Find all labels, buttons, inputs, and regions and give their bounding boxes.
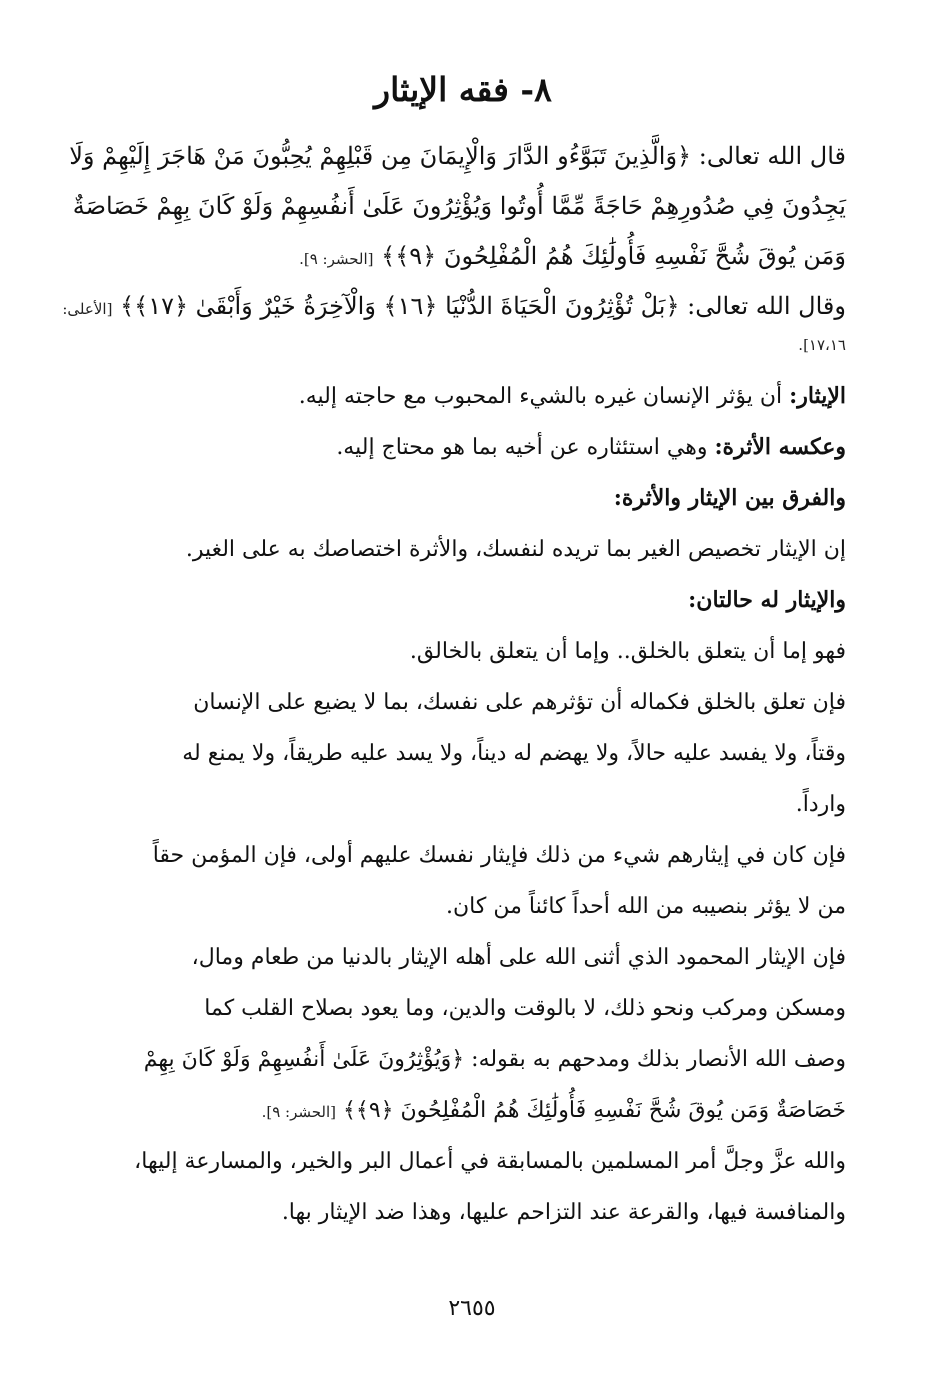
verse-reference: [الحشر: ٩]. <box>299 250 374 268</box>
verse-reference: [الأعلى: <box>62 300 113 318</box>
verse-block-2 <box>62 281 846 359</box>
spacer <box>80 359 846 371</box>
paragraph-praised <box>80 932 846 1136</box>
verse-text: خَصَاصَةٌ وَمَن يُوقَ شُحَّ نَفْسِهِ فَأُولَٰئِكَ هُمُ الْمُفْلِحُونَ ﴿٩﴾﴾ <box>343 1098 846 1123</box>
text-line: فإن الإيثار المحمود الذي أثنى الله على أهله الإيثار بالدنيا من طعام ومال، <box>191 945 846 970</box>
verse-line <box>69 131 846 181</box>
verse-intro: وقال الله تعالى: <box>687 292 846 320</box>
verse-reference: [الحشر: ٩]. <box>261 1103 337 1121</box>
definition-text: وهي استئثاره عن أخيه بما هو محتاج إليه. <box>336 435 715 460</box>
verse-intro: قال الله تعالى: <box>698 142 846 170</box>
states-text: فهو إما أن يتعلق بالخلق.. وإما أن يتعلق بالخالق. <box>409 639 846 664</box>
verse-line <box>62 281 846 331</box>
text-line: والله عزَّ وجلَّ أمر المسلمين بالمسابقة في أعمال البر والخير، والمسارعة إليها، <box>134 1149 846 1174</box>
heading-states: والإيثار له حالتان: <box>688 587 846 613</box>
paragraph-creation <box>80 677 846 830</box>
heading-difference: والفرق بين الإيثار والأثرة: <box>613 485 846 511</box>
verse-text: ﴿بَلْ تُؤْثِرُونَ الْحَيَاةَ الدُّنْيَا ﴿١٦﴾ وَالْآخِرَةُ خَيْرٌ وَأَبْقَىٰ ﴿١٧﴾﴾ <box>120 292 680 320</box>
verse-reference-continued <box>80 331 846 359</box>
text-line: فإن تعلق بالخلق فكماله أن تؤثرهم على نفسك، بما لا يضيع على الإنسان <box>193 690 846 715</box>
paragraph-believer <box>80 830 846 932</box>
text-line: ومسكن ومركب ونحو ذلك، لا بالوقت والدين، وما يعود بصلاح القلب كما <box>204 996 846 1021</box>
definition-athara <box>80 422 846 473</box>
definition-ithar <box>80 371 846 422</box>
definition-term: الإيثار: <box>789 383 846 409</box>
verse-block-1 <box>69 131 846 281</box>
difference-text: إن الإيثار تخصيص الغير بما تريده لنفسك، والأثرة اختصاصك به على الغير. <box>185 537 846 562</box>
text-line: وصف الله الأنصار بذلك ومدحهم به بقوله: ﴿وَيُؤْثِرُونَ عَلَىٰ أَنفُسِهِمْ وَلَوْ كَانَ بِهِمْ <box>143 1047 846 1072</box>
page-title: ٨- فقه الإيثار <box>374 70 552 109</box>
paragraph-final <box>80 1136 846 1238</box>
verse-text: ﴿وَالَّذِينَ تَبَوَّءُو الدَّارَ وَالْإِيمَانَ مِن قَبْلِهِمْ يُحِبُّونَ مَنْ هَاجَرَ إِلَيْهِمْ وَلَا <box>69 142 692 170</box>
verse-text: وَمَن يُوقَ شُحَّ نَفْسِهِ فَأُولَٰئِكَ هُمُ الْمُفْلِحُونَ ﴿٩﴾﴾ <box>381 242 846 270</box>
verse-reference: ١٧،١٦]. <box>798 336 846 354</box>
verse-line: يَجِدُونَ فِي صُدُورِهِمْ حَاجَةً مِّمَّا أُوتُوا وَيُؤْثِرُونَ عَلَىٰ أَنفُسِهِمْ وَلَوْ كَانَ بِهِمْ خَصَاصَةٌ <box>72 192 846 220</box>
verse-line <box>80 231 846 281</box>
text-line: وارداً. <box>795 792 846 817</box>
text-line: والمنافسة فيها، والقرعة عند التزاحم عليها، وهذا ضد الإيثار بها. <box>281 1200 846 1225</box>
definition-term: وعكسه الأثرة: <box>714 434 846 460</box>
text-line: فإن كان في إيثارهم شيء من ذلك فإيثار نفسك عليهم أولى، فإن المؤمن حقاً <box>152 843 846 868</box>
page-number: ٢٦٥٥ <box>448 1296 496 1321</box>
text-line <box>80 1085 846 1136</box>
text-line: وقتاً، ولا يفسد عليه حالاً، ولا يهضم له ديناً، ولا يسد عليه طريقاً، ولا يمنع له <box>182 741 846 766</box>
definition-text: أن يؤثر الإنسان غيره بالشيء المحبوب مع حاجته إليه. <box>298 384 790 409</box>
book-page <box>62 60 846 1383</box>
text-line: من لا يؤثر بنصيبه من الله أحداً كائناً من كان. <box>446 894 846 919</box>
